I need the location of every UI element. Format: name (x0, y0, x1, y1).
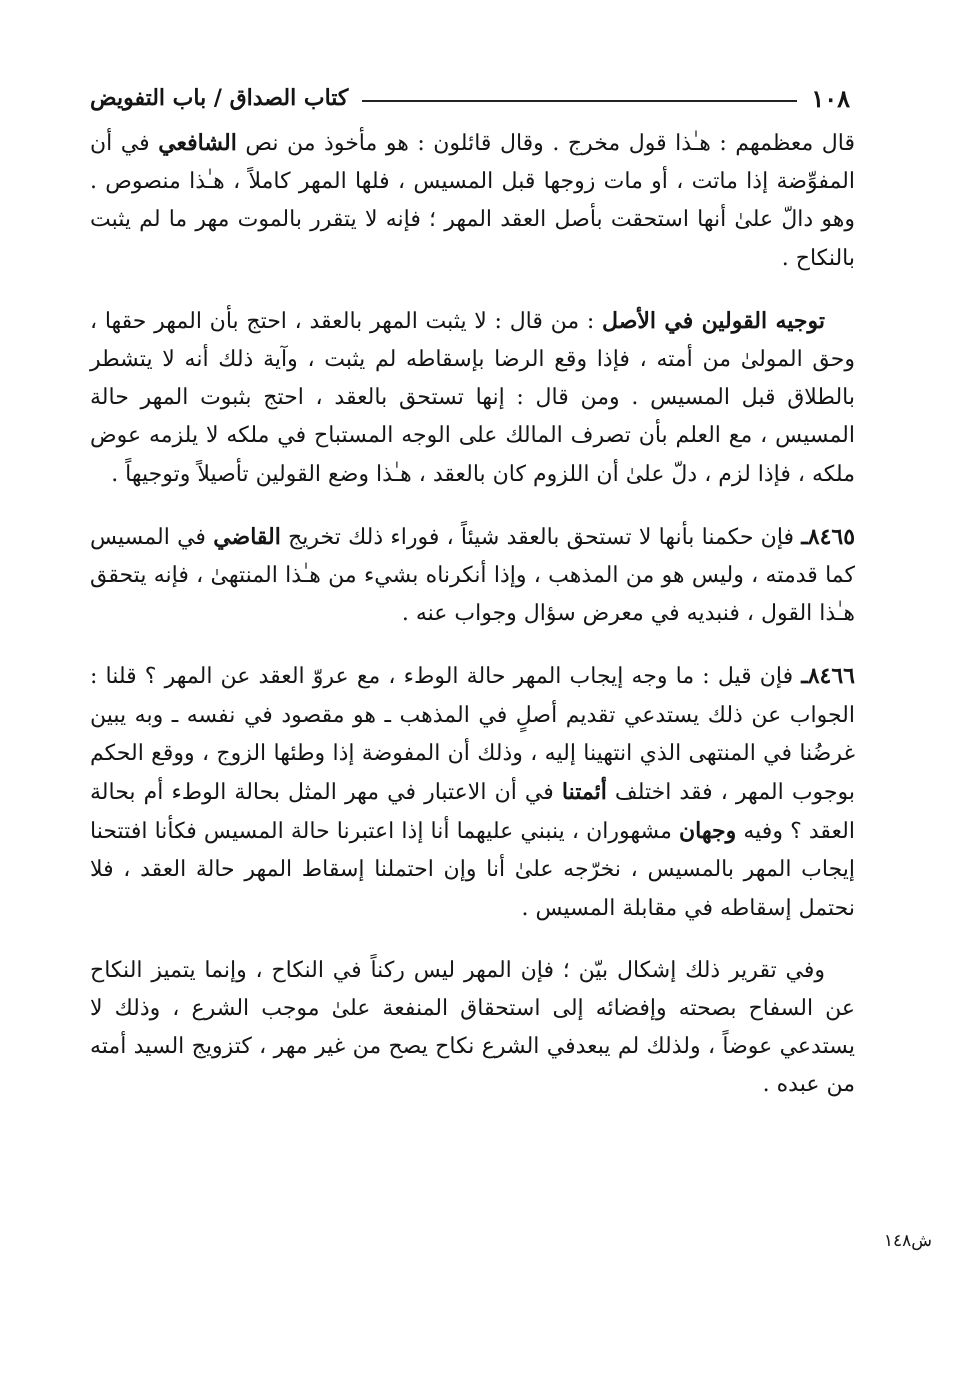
text-segment: فإن حكمنا بأنها لا تستحق بالعقد شيئاً ، فوراء ذلك تخريج (280, 524, 802, 550)
text-segment: مشهوران ، ينبني عليهما أنا إذا اعتبرنا حالة المسيس فكأنا افتتحنا إيجاب المهر بالمسيس ، نخرّجه علىٰ أنا وإن احتملنا إسقاط المهر حالة العقد ، فلا نحتمل إسقاطه في مقابلة المسيس . (90, 819, 856, 921)
paragraph-8466 (90, 657, 855, 927)
name-shafii: الشافعي (158, 130, 237, 156)
term-wajhan: وجهان (679, 818, 737, 845)
text-segment: قال معظمهم : هـٰذا قول مخرج . وقال قائلون : هو مأخوذ من نص (236, 131, 855, 156)
text-segment: وفي تقرير ذلك إشكال بيّن ؛ فإن المهر ليس ركناً في النكاح ، وإنما يتميز النكاح عن السفاح بصحته وإفضائه إلى استحقاق المنفعة علىٰ موجب الشرع ، وذلك لا يستدعي عوضاً ، ولذلك لم يبعدفي الشرع نكاح يصح من غير مهر ، كتزويج السيد أمته من عبده . (90, 957, 855, 1098)
text-segment: في المسيس كما قدمته ، وليس هو من المذهب ، وإذا أنكرناه بشيء من هـٰذا المنتهىٰ ، فإنه يتحقق هـٰذا القول ، فنبديه في معرض سؤال وجواب عنه . (90, 524, 855, 627)
text-segment: في أن المفوِّضة إذا ماتت ، أو مات زوجها قبل المسيس ، فلها المهر كاملاً ، هـٰذا منصوص . وهو دالّ علىٰ أنها استحقت بأصل العقد المهر ؛ فإنه لا يتقرر بالموت مهر ما لم يثبت بالنكاح . (90, 131, 855, 271)
body-text (90, 124, 855, 1129)
paragraph-number: ٨٤٦٥ـ (801, 523, 856, 550)
paragraph-8465 (90, 518, 855, 634)
paragraph-2 (90, 302, 855, 494)
header-title: كتاب الصداق / باب التفويض (90, 85, 349, 111)
header-rule (362, 100, 797, 102)
term-aimmatuna: أئمتنا (561, 779, 607, 806)
running-header (90, 80, 850, 116)
text-segment: : من قال : لا يثبت المهر بالعقد ، احتج بأن المهر حقها ، وحق المولىٰ من أمته ، فإذا وقع الرضا بإسقاطه لم يثبت ، وآية ذلك أنه لا يتشطر بالطلاق قبل المسيس . ومن قال : إنها تستحق بالعقد ، احتج بثبوت المهر حالة المسيس ، مع العلم بأن تصرف المالك على الوجه المستباح في ملكه لا يلزمه عوض ملكه ، فإذا لزم ، دلّ علىٰ أن اللزوم كان بالعقد ، هـٰذا وضع القولين تأصيلاً وتوجيهاً . (90, 308, 855, 487)
section-heading: توجيه القولين في الأصل (602, 307, 825, 334)
paragraph-1 (90, 124, 855, 278)
text-segment: في أن الاعتبار في مهر المثل بحالة الوطء أم بحالة العقد ؟ وفيه (90, 780, 855, 845)
page-number: ١٠٨ (811, 83, 850, 113)
name-qadi: القاضي (213, 523, 281, 550)
text-segment: فإن قيل : ما وجه إيجاب المهر حالة الوطء ، مع عروّ العقد عن المهر ؟ قلنا : الجواب عن ذلك يستدعي تقديم أصلٍ في المذهب ـ هو مقصود في نفسه ـ وبه يبين غرضُنا في المنتهى الذي انتهينا إليه ، وذلك أن المفوضة إذا وطئها الزوج ، ووقع الحكم بوجوب المهر ، فقد اختلف (90, 664, 855, 806)
paragraph-number: ٨٤٦٦ـ (801, 663, 855, 690)
paragraph-5 (90, 952, 855, 1105)
margin-manuscript-ref: ش١٤٨ (883, 1231, 932, 1251)
